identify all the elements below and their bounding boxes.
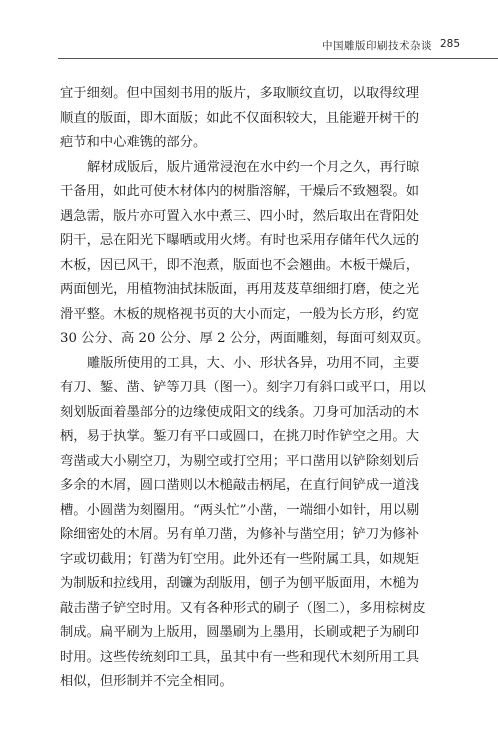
text-line: 时用。这些传统刻印工具，虽其中有一些和现代木刻所用工具: [60, 649, 420, 665]
text-line: 槽。小圆凿为刻圈用。“两头忙”小凿，一端细小如针，用以剔: [60, 502, 420, 518]
text-line: 30 公分、高 20 公分、厚 2 公分，两面雕刻，每面可刻双页。: [60, 331, 430, 346]
body-text: [60, 82, 444, 695]
text-line: 两面刨光，用植物油拭抹版面，再用芨芨草细细打磨，使之光: [60, 282, 420, 297]
paragraph-3: [60, 352, 444, 695]
text-line: 字或切截用；钉凿为钉空用。此外还有一些附属工具，如规矩: [60, 551, 420, 567]
text-line: 阴干，忌在阳光下曝晒或用火烤。有时也采用存储年代久远的: [60, 233, 420, 248]
text-line: 疤节和中心难镌的部分。: [60, 135, 207, 150]
paragraph-2: [60, 156, 444, 352]
text-line: 顺直的版面，即木面版；如此不仅面积较大，且能避开树干的: [60, 110, 420, 126]
text-line: 相似，但形制并不完全相同。: [60, 674, 233, 689]
header-rule: [58, 58, 498, 59]
book-title: 中国雕版印刷技术杂谈: [322, 40, 432, 52]
text-line: 木板，因已风干，即不泡煮，版面也不会翘曲。木板干燥后，: [60, 257, 420, 273]
text-line: 遇急需，版片亦可置入水中煮三、四小时，然后取出在背阳处: [60, 208, 420, 224]
text-line: 弯凿或大小剔空刀，为剔空或打空用；平口凿用以铲除刻划后: [60, 453, 420, 469]
text-line: 宜于细刻。但中国刻书用的版片，多取顺纹直切，以取得纹理: [60, 86, 420, 101]
text-line: 为制版和拉线用，刮镰为刮版用，刨子为刨平版面用，木槌为: [60, 576, 420, 591]
paragraph-1: [60, 82, 444, 156]
text-line: 多余的木屑，圆口凿则以木槌敲击柄尾，在直行间铲成一道浅: [60, 478, 420, 493]
text-line: 有刀、錾、凿、铲等刀具（图一）。刻字刀有斜口或平口，用以: [60, 380, 426, 395]
text-line: 除细密处的木屑。另有单刀凿，为修补与凿空用；铲刀为修补: [60, 527, 420, 542]
text-line: 干备用，如此可使木材体内的树脂溶解，干燥后不致翘裂。如: [60, 184, 420, 199]
text-line: 敲击凿子铲空时用。又有各种形式的刷子（图二），多用棕树皮: [60, 600, 426, 616]
page-number: 285: [439, 38, 460, 50]
text-line: 解材成版后，版片通常浸泡在水中约一个月之久，再行晾: [87, 159, 420, 175]
text-line: 柄，易于执掌。錾刀有平口或圆口，在挑刀时作铲空之用。大: [60, 429, 420, 444]
text-line: 刻划版面着墨部分的边缘使成阳文的线条。刀身可加活动的木: [60, 404, 420, 420]
text-line: 滑平整。木板的规格视书页的大小而定，一般为长方形，约宽: [60, 306, 420, 322]
running-header: [0, 38, 498, 54]
text-line: 制成。扁平刷为上版用，圆墨刷为上墨用，长刷或耙子为刷印: [60, 625, 420, 640]
text-line: 雕版所使用的工具，大、小、形状各异，功用不同，主要: [87, 355, 420, 371]
